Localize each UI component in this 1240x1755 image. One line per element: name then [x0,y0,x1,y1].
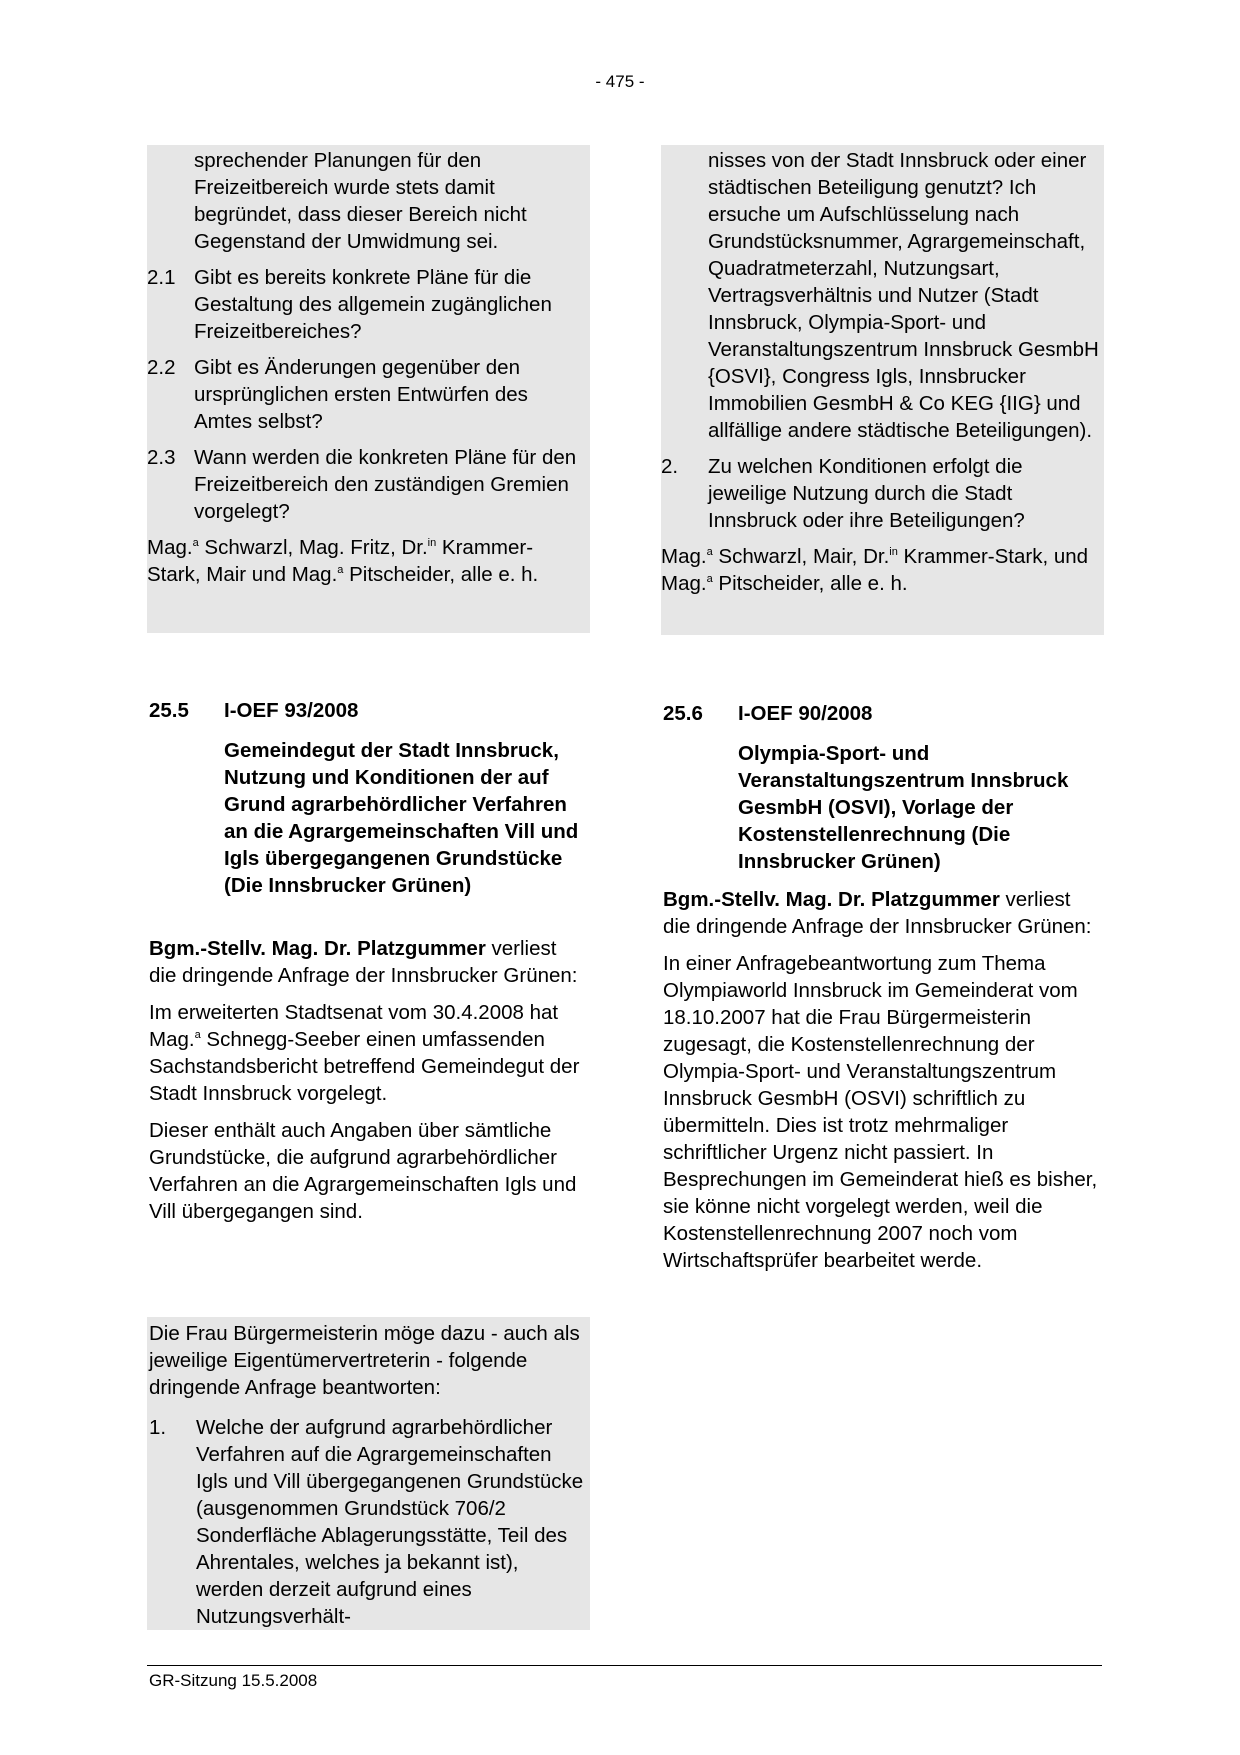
request-block [147,1317,590,1630]
continued-text: nisses von der Stadt Innsbruck oder einer städtischen Beteiligung genutzt? Ich ersuche um Aufschlüsselung nach Grundstücksnummer, Agrargemeinschaft, Quadratmeterzahl, Nutzungsart, Vertragsverhältnis und Nutzer (Stadt Innsbruck, Olympia-Sport- und Veranstaltungszentrum Innsbruck GesmbH {OSVI}, Congress Igls, Innsbrucker Immobilien GesmbH & Co KEG {IIG} und allfällige andere städtische Beteiligungen). [708,149,1099,442]
list-item: 2. Zu welchen Konditionen erfolgt die jeweilige Nutzung durch die Stadt Innsbruck oder ihre Beteiligungen? [661,455,1025,532]
section-body-25-5 [149,935,589,1235]
continued-text: sprechender Planungen für den Freizeitbereich wurde stets damit begründet, dass dieser Bereich nicht Gegenstand der Umwidmung sei. [194,149,527,253]
list-item: 2.3 Wann werden die konkreten Pläne für den Freizeitbereich den zuständigen Gremien vorgelegt? [147,446,577,523]
list-item: 2.2 Gibt es Änderungen gegenüber den ursprünglichen ersten Entwürfen des Amtes selbst? [147,356,528,433]
section-heading-25-5: 25.5 I-OEF 93/2008 [149,699,359,722]
speaker-paragraph: Bgm.-Stellv. Mag. Dr. Platzgummer verliest die dringende Anfrage der Innsbrucker Grünen: [149,937,578,987]
list-item: 2.1 Gibt es bereits konkrete Pläne für die Gestaltung des allgemein zugänglichen Freizeitbereiches? [147,266,552,343]
section-body-25-6 [663,886,1103,1284]
body-paragraph: In einer Anfragebeantwortung zum Thema Olympiaworld Innsbruck im Gemeinderat vom 18.10.2007 hat die Frau Bürgermeisterin zugesagt, die Kostenstellenrechnung der Olympia-Sport- und Veranstaltungszentrum Innsbruck GesmbH (OSVI) schriftlich zu übermitteln. Dies ist trotz mehrmaliger schriftlicher Urgenz nicht passiert. In Besprechungen im Gemeinderat hieß es bisher, sie könne nicht vorgelegt werden, weil die Kostenstellenrechnung 2007 noch vom Wirtschaftsprüfer bearbeitet werde. [663,952,1098,1272]
list-item: 1. Welche der aufgrund agrarbehördlicher Verfahren auf die Agrargemeinschaften Igls und Vill übergegangenen Grundstücke (ausgenommen Grundstück 706/2 Sonderfläche Ablagerungsstätte, Teil des Ahrentales, welches ja bekannt ist), werden derzeit aufgrund eines Nutzungsverhält- [149,1416,584,1628]
footer: GR-Sitzung 15.5.2008 [149,1671,318,1690]
section-heading-25-6: 25.6 I-OEF 90/2008 [663,702,873,725]
signature: Mag.$^a$ Schwarzl, Mair, Dr.$^{in}$ Krammer-Stark, und Mag.$^a$ Pitscheider, alle e. h. [661,545,1089,595]
body-paragraph: Dieser enthält auch Angaben über sämtliche Grundstücke, die aufgrund agrarbehördlicher Verfahren an die Agrargemeinschaften Igls und Vill übergegangen sind. [149,1119,577,1223]
section-title-25-5: Gemeindegut der Stadt Innsbruck, Nutzung und Konditionen der auf Grund agrarbehördlicher Verfahren an die Agrargemeinschaften Vill und Igls übergegangenen Grundstücke (Die Innsbrucker Grünen) [224,739,579,897]
footer-rule [147,1665,1102,1666]
section-title-25-6: Olympia-Sport- und Veranstaltungszentrum Innsbruck GesmbH (OSVI), Vorlage der Kostenstellenrechnung (Die Innsbrucker Grünen) [738,742,1069,873]
page-number: - 475 - [595,72,645,91]
top-right-block [661,145,1104,635]
speaker-paragraph: Bgm.-Stellv. Mag. Dr. Platzgummer verliest die dringende Anfrage der Innsbrucker Grünen: [663,888,1092,938]
top-left-block [147,145,590,633]
signature: Mag.$^a$ Schwarzl, Mag. Fritz, Dr.$^{in}$ Krammer-Stark, Mair und Mag.$^a$ Pitscheider, alle e. h. [147,536,539,586]
request-intro: Die Frau Bürgermeisterin möge dazu - auch als jeweilige Eigentümervertreterin - folgende dringende Anfrage beantworten: [149,1322,580,1399]
body-paragraph: Im erweiterten Stadtsenat vom 30.4.2008 hat Mag.$^a$ Schnegg-Seeber einen umfassenden Sachstandsbericht betreffend Gemeindegut der Stadt Innsbruck vorgelegt. [149,1001,580,1105]
